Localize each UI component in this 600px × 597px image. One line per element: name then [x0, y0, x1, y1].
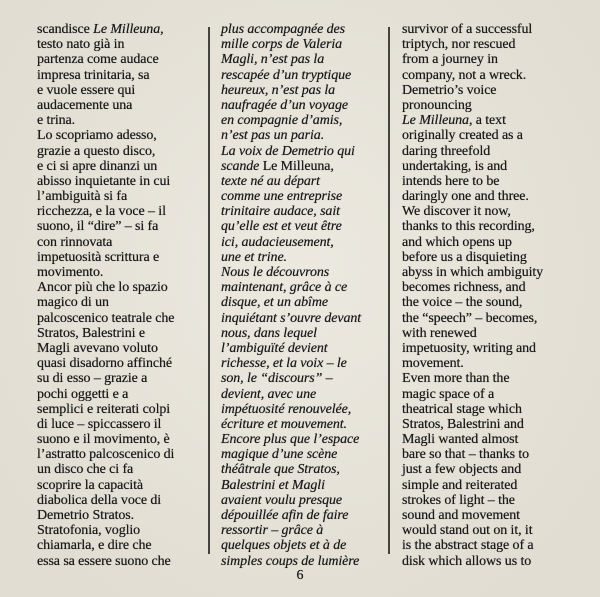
text-line: disk which allows us to — [402, 553, 532, 569]
text-line: daringly one and three. — [402, 189, 529, 205]
text-line: undertaking, is and — [402, 158, 508, 174]
text-line: quasi disadorno affinché — [37, 356, 172, 372]
text-line: Balestrini et Magli — [221, 477, 325, 493]
page-number: 6 — [296, 568, 304, 583]
text-line: n’est pas un paria. — [221, 128, 325, 144]
column-divider-left — [208, 27, 210, 554]
text-line: ricchezza, e la voce – il — [37, 204, 166, 220]
text-line: Even more than the — [402, 371, 510, 387]
text-line: La voix de Demetrio qui — [221, 143, 355, 159]
text-line: comme une entreprise — [221, 189, 343, 205]
text-line: rescapée d’un tryptique — [221, 67, 352, 83]
text-line: su di esso – grazie a — [37, 371, 148, 387]
text-line: is the abstract stage of a — [402, 538, 534, 554]
text-line: would stand out on it, it — [402, 523, 533, 539]
text-line: quelques objets et à de — [221, 538, 347, 554]
text-line: l’astratto palcoscenico di — [37, 447, 175, 463]
text-line: Le Milleuna, a text — [402, 113, 506, 129]
text-line: avaient voulu presque — [221, 492, 343, 508]
text-line: naufragée d’un voyage — [221, 97, 348, 113]
text-line: pochi oggetti e a — [37, 386, 129, 402]
text-line: suono, il “dire” – si fa — [37, 219, 159, 235]
text-line: plus accompagnée des — [221, 22, 345, 37]
text-line: écriture et mouvement. — [221, 416, 347, 432]
text-line: richesse, et la voix – le — [221, 356, 347, 372]
text-line: Stratos, Balestrini and — [402, 416, 524, 432]
work-title: Le Milleuna — [93, 22, 161, 37]
text-line: en compagnie d’amis, — [221, 113, 343, 129]
text-line: scande Le Milleuna, — [221, 158, 334, 174]
text-line: movimento. — [37, 265, 104, 280]
text-line: e trina. — [37, 113, 76, 129]
text-line: l’ambiguità si fa — [37, 189, 128, 205]
text-line: con rinnovata — [37, 234, 113, 250]
text-line: abisso inquietante in cui — [37, 173, 171, 189]
text-line: palcoscenico teatrale che — [37, 310, 175, 326]
text-line: simple and reiterated — [402, 477, 518, 493]
text-line: partenza come audace — [37, 52, 159, 68]
text-line: son, le “discours” – — [221, 371, 333, 387]
column-text-left — [37, 22, 209, 569]
text-line: e ci si apre dinanzi un — [37, 158, 158, 174]
text-line: abyss in which ambiguity — [402, 265, 544, 280]
text-line: l’ambiguïté devient — [221, 340, 328, 356]
text-line: essa sa essere suono che — [37, 553, 171, 569]
text-line: Stratos, Balestrini e — [37, 325, 145, 341]
text-line: théâtrale que Stratos, — [221, 462, 340, 478]
text-line: bare so that – thanks to — [402, 447, 530, 463]
text-line: theatrical stage which — [402, 401, 522, 417]
text-line: heureux, n’est pas la — [221, 82, 336, 98]
text-line: nous, dans lequel — [221, 325, 317, 341]
text-line: impetuosità scrittura e — [37, 249, 160, 265]
text-line: originally created as a — [402, 128, 523, 144]
text-line: movement. — [402, 356, 464, 372]
text-line: Magli avevano voluto — [37, 340, 158, 356]
text-line: devient, avec une — [221, 386, 317, 402]
text-line: the “speech” – becomes, — [402, 310, 538, 326]
text-line: impétuosité renouvelée, — [221, 401, 352, 417]
column-divider-right — [388, 27, 390, 554]
text-line: un disco che ci fa — [37, 462, 134, 478]
text-line: company, not a wreck. — [402, 67, 527, 83]
text-line: texte né au départ — [221, 173, 320, 189]
text-line: simples coups de lumière — [221, 553, 360, 569]
text-line: disque, et un abîme — [221, 295, 328, 311]
text-line: dépouillée afin de faire — [221, 508, 349, 523]
text-line: daring threefold — [402, 143, 491, 159]
text-line: We discover it now, — [402, 204, 511, 220]
text-line: testo nato già in — [37, 37, 125, 53]
text-line: and which opens up — [402, 234, 512, 250]
text-line: with renewed — [402, 325, 477, 341]
text-line: suono e il movimento, è — [37, 432, 170, 448]
text-line: magico di un — [37, 295, 109, 311]
text-line: just a few objects and — [402, 462, 522, 478]
text-line: survivor of a successful — [402, 22, 533, 37]
text-line: Stratofonia, voglio — [37, 523, 141, 539]
text-line: qu’elle est et veut être — [221, 219, 342, 235]
text-line: the voice – the sound, — [402, 295, 523, 311]
text-line: Magli wanted almost — [402, 432, 519, 448]
text-line: Magli, n’est pas la — [221, 52, 325, 68]
text-line: becomes richness, and — [402, 280, 526, 296]
text-line: maintenant, grâce à ce — [221, 280, 348, 296]
text-line: triptych, nor rescued — [402, 37, 516, 53]
text-line: Encore plus que l’espace — [221, 432, 360, 448]
work-title: Le Milleuna — [402, 113, 469, 129]
text-line: from a journey in — [402, 52, 498, 68]
text-line: trinitaire audace, sait — [221, 204, 340, 220]
text-line: intends here to be — [402, 173, 500, 189]
text-line: Lo scopriamo adesso, — [37, 128, 157, 144]
text-line: Demetrio’s voice — [402, 82, 497, 98]
text-line: sound and movement — [402, 508, 520, 523]
text-line: impetuosity, writing and — [402, 340, 536, 356]
text-line: ici, audacieusement, — [221, 234, 334, 250]
text-line: chiamarla, e dire che — [37, 538, 152, 554]
text-line: impresa trinitaria, sa — [37, 67, 150, 83]
text-line: semplici e reiterati colpi — [37, 401, 171, 417]
work-title: Le Milleuna — [262, 158, 331, 174]
text-line: magic space of a — [402, 386, 495, 402]
text-line: thanks to this recording, — [402, 219, 535, 235]
text-line: grazie a questo disco, — [37, 143, 156, 159]
text-line: scoprire la capacità — [37, 477, 144, 493]
text-line: ressortir – grâce à — [221, 523, 324, 539]
text-line: di luce – spiccassero il — [37, 416, 162, 432]
text-line: scandisce Le Milleuna, — [37, 22, 164, 37]
column-text-middle — [221, 22, 389, 569]
text-line: Nous le découvrons — [221, 265, 330, 280]
text-line: mille corps de Valeria — [221, 37, 343, 53]
column-text-right — [402, 22, 582, 569]
text-line: diabolica della voce di — [37, 492, 162, 508]
text-line: audacemente una — [37, 97, 133, 113]
text-line: Ancor più che lo spazio — [37, 280, 168, 296]
text-line: pronouncing — [402, 97, 472, 113]
text-line: e vuole essere qui — [37, 82, 136, 98]
text-line: strokes of light – the — [402, 492, 515, 508]
text-line: une et trine. — [221, 249, 287, 265]
text-line: Demetrio Stratos. — [37, 508, 135, 523]
text-line: before us a disquieting — [402, 249, 527, 265]
text-line: magique d’une scène — [221, 447, 338, 463]
text-line: inquiétant s’ouvre devant — [221, 310, 362, 326]
